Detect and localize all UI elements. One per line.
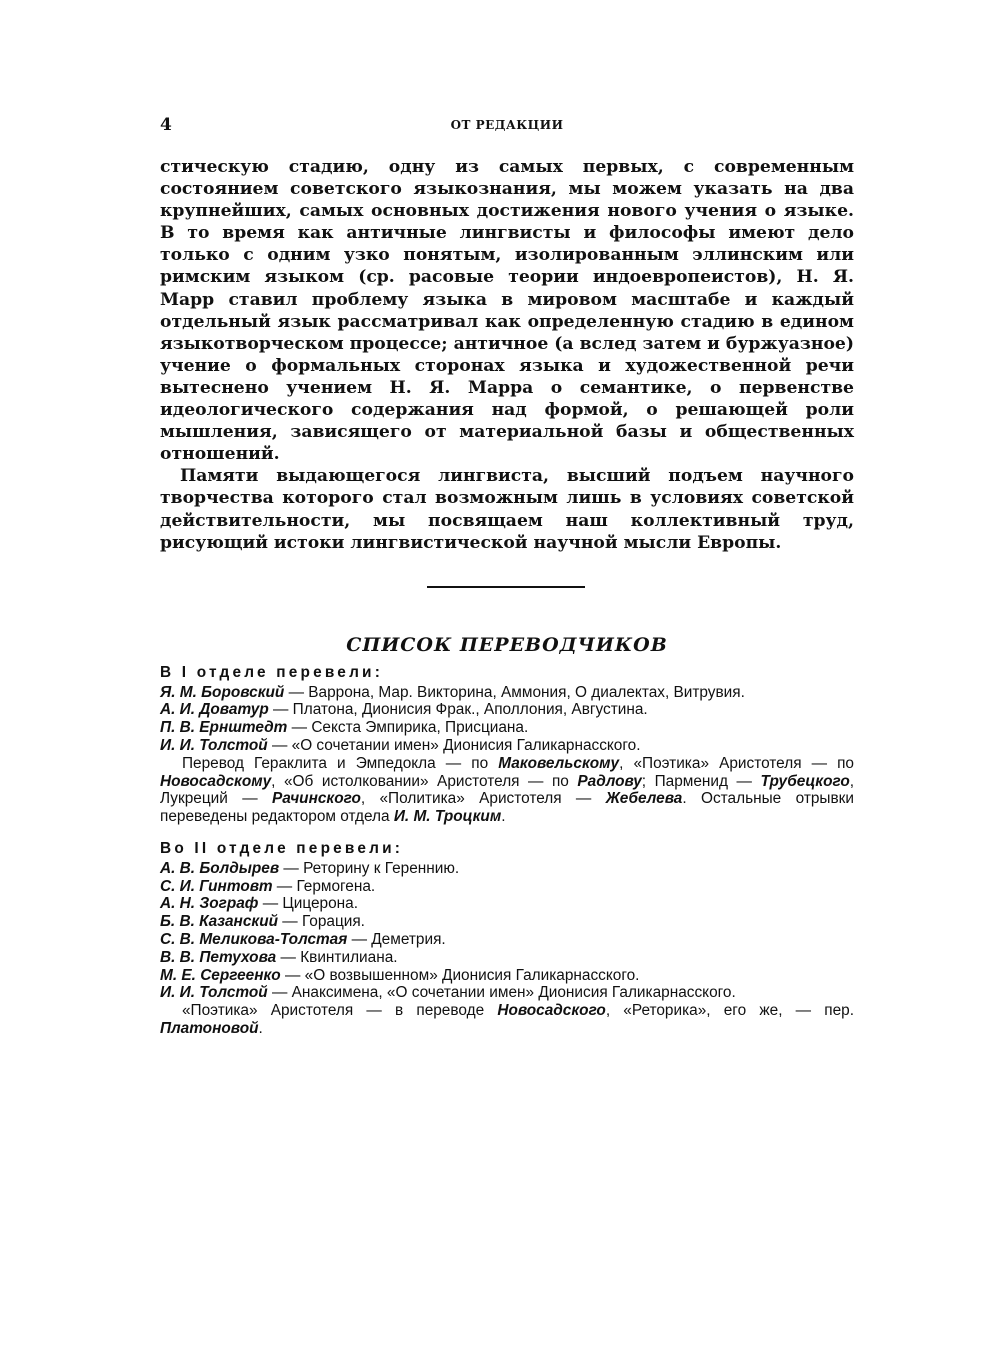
list-item: [160, 949, 854, 967]
translators-list: [160, 634, 854, 1038]
translator-name: Платоновой: [160, 1019, 259, 1037]
note-text: ; Парменид —: [641, 772, 761, 790]
list-item: [160, 860, 854, 878]
note-text: «Поэтика» Аристотеля — в переводе: [182, 1002, 498, 1020]
list-item: [160, 878, 854, 896]
translated-works: — Квинтилиана.: [276, 948, 398, 966]
translated-works: — Платона, Дионисия Фрак., Аполлония, Августина.: [268, 701, 648, 719]
paragraph: стическую стадию, одну из самых первых, с современным состоянием советского языкознания, мы можем указать на два крупнейших, самых основных достижения нового учения о языке. В то время как античные лингвисты и философы имеют дело только с одним узко понятым, изолированным эллинским или римским языком (ср. расовые теории индоевропеистов), Н. Я. Марр ставил проблему языка в мировом масштабе и каждый отдельный язык рассматривал как определенную стадию в едином языкотворческом процессе; античное (а вслед затем и буржуазное) учение о формальных сторонах языка и художественной речи вытеснено учением Н. Я. Марра о семантике, о первенстве идеологического содержания над формой, о решающей роли мышления, зависящего от материальной базы и общественных отношений.: [160, 157, 854, 465]
paragraph: Памяти выдающегося лингвиста, высший подъем научного творчества которого стал возможным лишь в условиях советской действительности, мы посвящаем наш коллективный труд, рисующий истоки лингвистической научной мысли Европы.: [160, 466, 854, 553]
body-text: [160, 156, 854, 554]
translator-name: С. В. Меликова-Толстая: [160, 930, 348, 948]
list-title: СПИСОК ПЕРЕВОДЧИКОВ: [346, 634, 668, 656]
translator-name: Трубецкого: [760, 772, 850, 790]
translator-name: Жебелева: [605, 790, 683, 808]
page-header: [160, 115, 854, 137]
running-title: ОТ РЕДАКЦИИ: [450, 118, 564, 132]
translator-name: С. И. Гинтовт: [160, 877, 273, 895]
note-text: , «Об истолковании» Аристотеля — по: [271, 772, 578, 790]
section-note: [160, 1002, 854, 1038]
translated-works: — Анаксимена, «О сочетании имен» Дионисия Галикарнасского.: [267, 984, 736, 1002]
translated-works: — Гермогена.: [272, 877, 376, 895]
page-number: 4: [160, 115, 172, 135]
list-item: [160, 931, 854, 949]
translator-name: Новосадскому: [160, 772, 272, 790]
translator-name: Новосадского: [497, 1002, 606, 1020]
translated-works: — Горация.: [278, 913, 365, 931]
note-text: , «Реторика», его же, — пер.: [605, 1002, 854, 1020]
note-text: , Лукреций —: [160, 772, 854, 808]
list-item: [160, 701, 854, 719]
translator-name: И. М. Троцким: [393, 808, 502, 826]
list-item: [160, 737, 854, 755]
note-text: , «Политика» Аристотеля —: [360, 790, 606, 808]
translator-name: Радлову: [577, 772, 642, 790]
translator-name: Рачинского: [271, 790, 361, 808]
translator-name: И. И. Толстой: [160, 984, 268, 1002]
translator-name: Маковельскому: [498, 754, 620, 772]
section-divider: [427, 586, 585, 588]
note-text: . Остальные отрывки переведены редактором отдела: [160, 790, 854, 826]
translator-name: А. И. Доватур: [160, 701, 269, 719]
note-text: Перевод Гераклита и Эмпедокла — по: [182, 754, 499, 772]
list-item: [160, 913, 854, 931]
translated-works: — «О сочетании имен» Дионисия Галикарнасского.: [267, 736, 641, 754]
translator-name: П. В. Ернштедт: [160, 719, 288, 737]
note-text: , «Поэтика» Аристотеля — по: [619, 754, 854, 772]
translated-works: — Варрона, Мар. Викторина, Аммония, О диалектах, Витрувия.: [284, 683, 745, 701]
note-text: .: [258, 1019, 263, 1037]
translated-works: — Цицерона.: [258, 895, 359, 913]
translated-works: — «О возвышенном» Дионисия Галикарнасского.: [280, 966, 640, 984]
note-text: .: [501, 808, 506, 826]
section-heading: Во II отделе перевели:: [160, 839, 404, 857]
translator-name: А. Н. Зограф: [160, 895, 259, 913]
list-item: [160, 719, 854, 737]
translator-name: Б. В. Казанский: [160, 913, 279, 931]
translator-name: Я. М. Боровский: [160, 683, 285, 701]
translated-works: — Секста Эмпирика, Присциана.: [287, 719, 529, 737]
list-item: [160, 984, 854, 1002]
translator-name: И. И. Толстой: [160, 736, 268, 754]
translator-name: А. В. Болдырев: [160, 859, 280, 877]
list-item: [160, 895, 854, 913]
translated-works: — Деметрия.: [347, 930, 446, 948]
translator-name: В. В. Петухова: [160, 948, 277, 966]
section-heading: В I отделе перевели:: [160, 663, 384, 681]
translator-name: М. Е. Сергеенко: [160, 966, 281, 984]
section-note: [160, 755, 854, 826]
list-item: [160, 967, 854, 985]
translated-works: — Реторину к Гереннию.: [279, 859, 460, 877]
list-item: [160, 684, 854, 702]
